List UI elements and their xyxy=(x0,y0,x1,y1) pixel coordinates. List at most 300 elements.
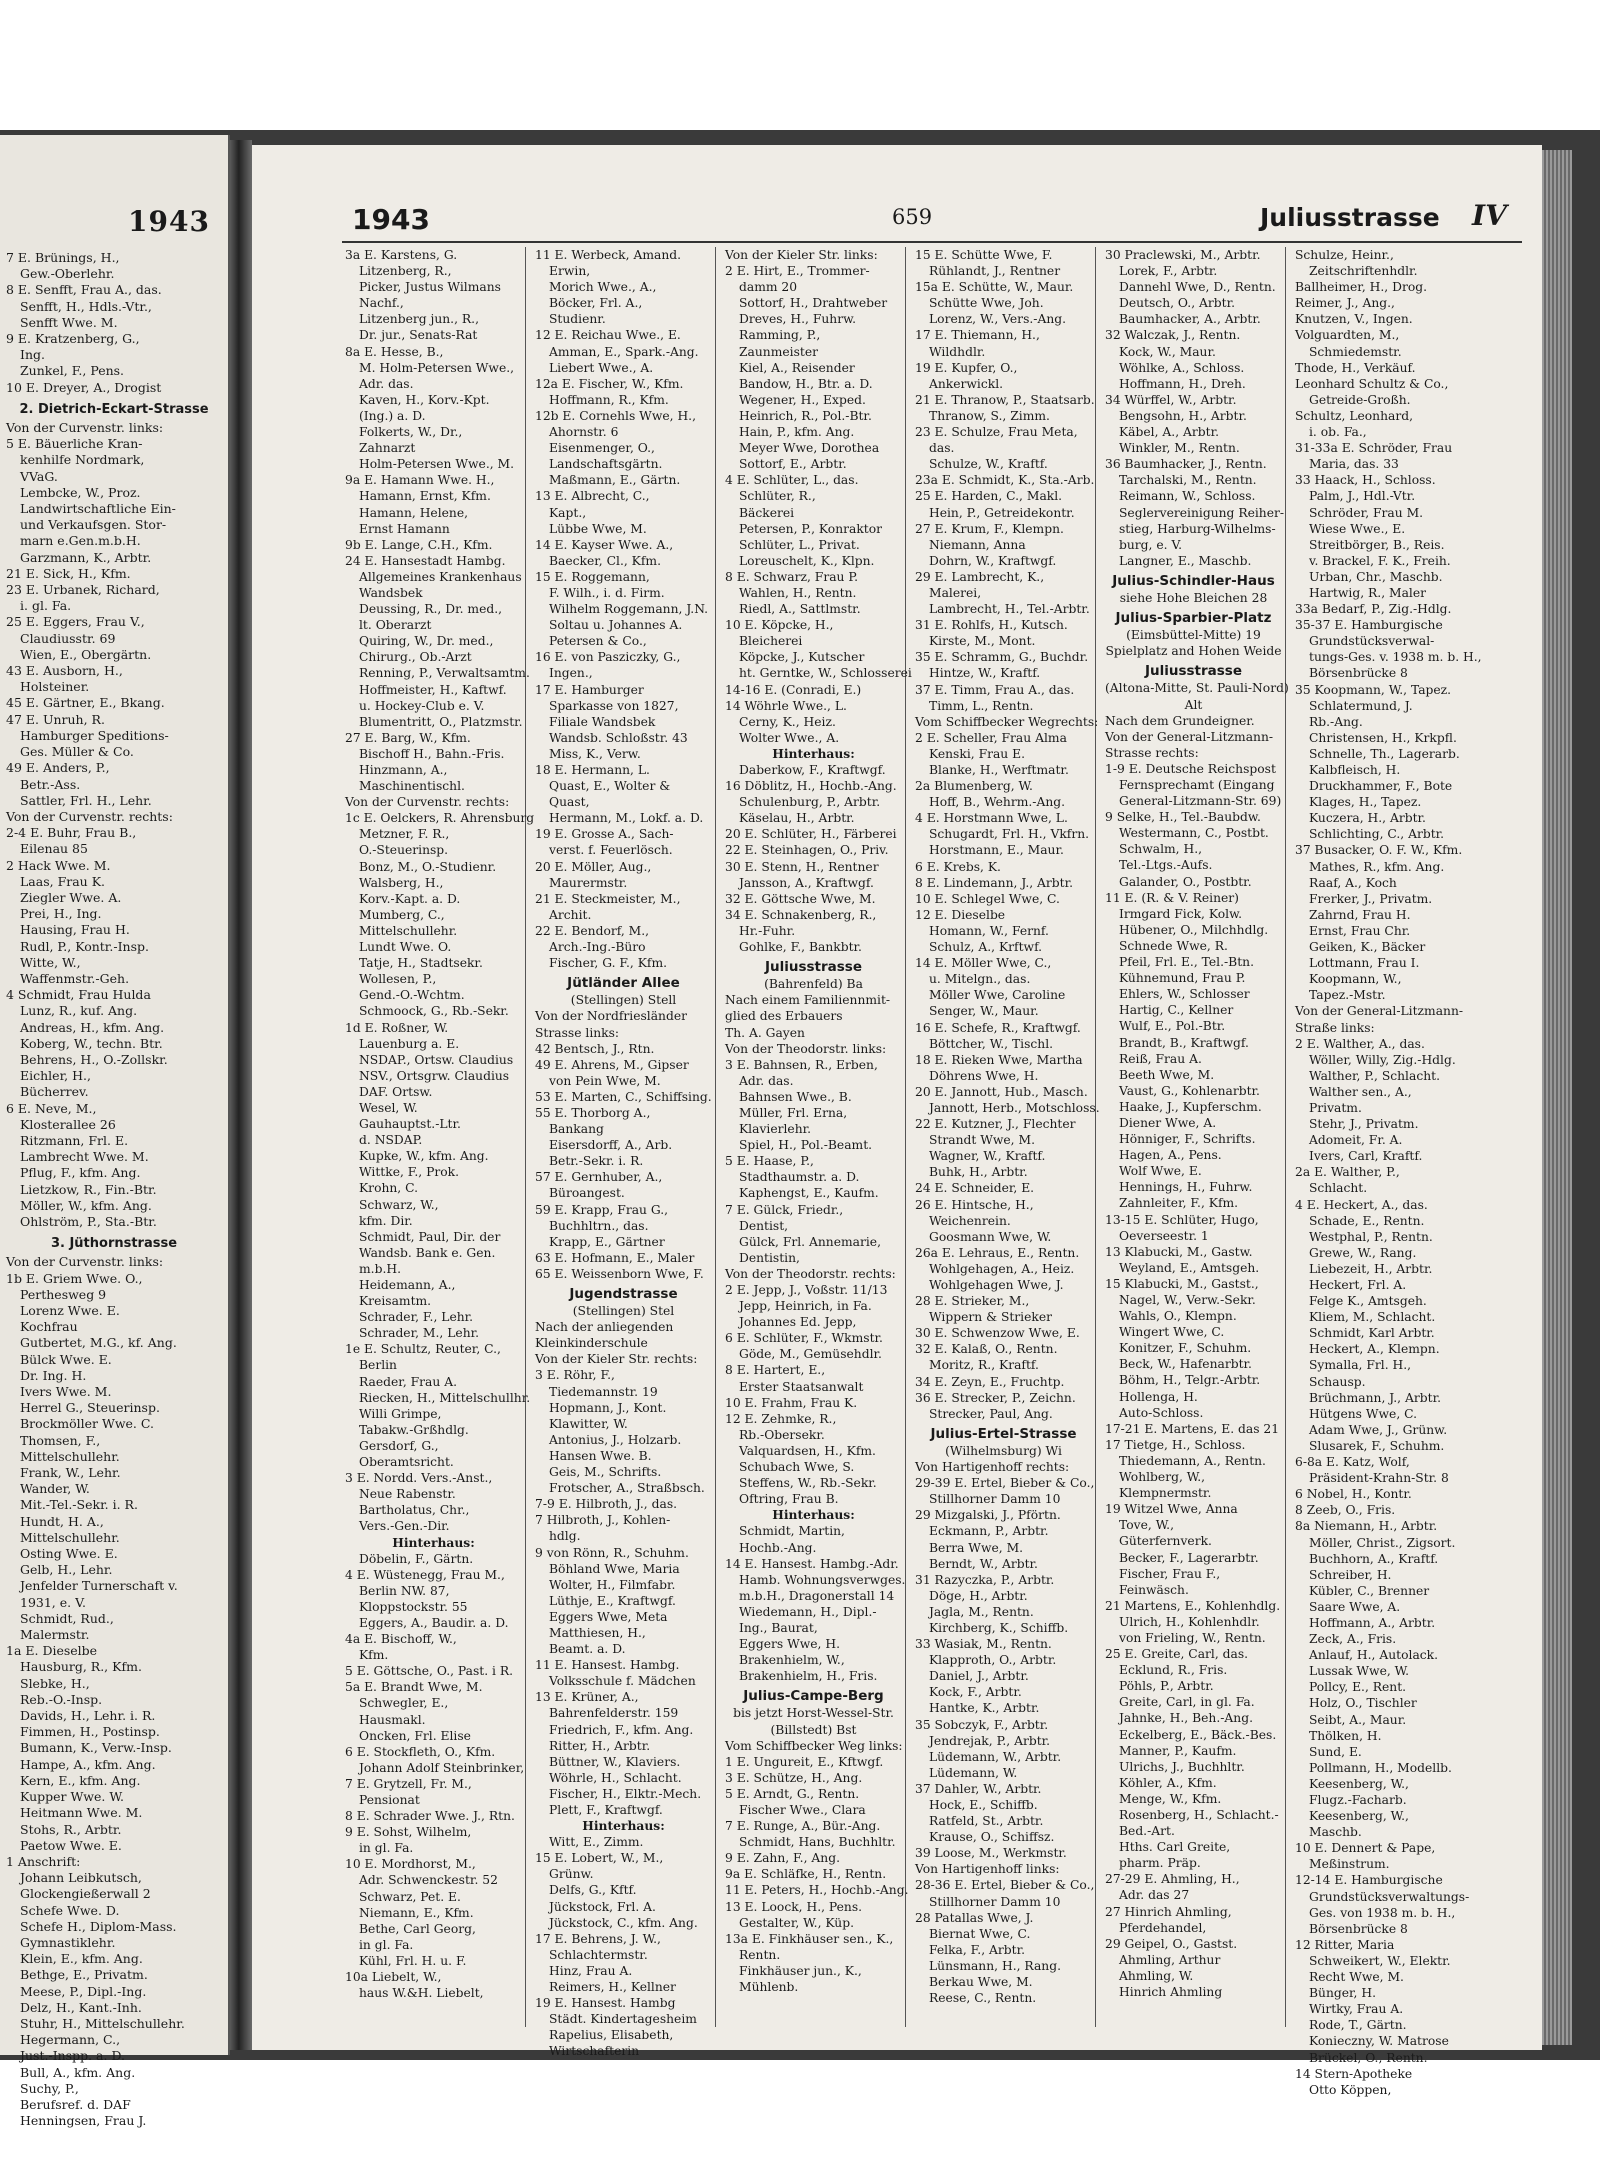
directory-entry: Steffens, W., Rb.-Sekr. xyxy=(739,1476,877,1491)
directory-entry: Schwalm, H., xyxy=(1119,842,1203,857)
directory-entry: u. Mitelgn., das. xyxy=(929,972,1031,987)
directory-entry: Ing. xyxy=(20,347,45,363)
directory-entry: 28-36 E. Ertel, Bieber & Co., xyxy=(915,1878,1095,1893)
directory-entry: Schugardt, Frl. H., Vkfrn. xyxy=(929,827,1090,842)
directory-entry: Senger, W., Maur. xyxy=(929,1004,1039,1019)
directory-entry: Von der Curvenstr. rechts: xyxy=(345,795,510,810)
directory-entry: Rentn. xyxy=(739,1947,781,1962)
directory-entry: Seglervereinigung Reiher- xyxy=(1119,505,1285,520)
directory-entry: v. Brackel, F. K., Freih. xyxy=(1309,553,1451,568)
street-heading: Juliusstrasse xyxy=(764,959,863,976)
directory-entry: Kupper Wwe. W. xyxy=(20,1789,124,1805)
running-head-street: Juliusstrasse xyxy=(1260,203,1440,232)
directory-entry: Schefe H., Diplom-Mass. xyxy=(20,1918,177,1934)
directory-entry: 20 E. Schlüter, H., Färberei xyxy=(725,827,897,842)
directory-entry: Stadthaumstr. a. D. xyxy=(739,1170,860,1185)
directory-entry: Slusarek, F., Schuhm. xyxy=(1309,1438,1445,1453)
directory-entry: 15 E. Lobert, W., M., xyxy=(535,1851,664,1866)
directory-entry: Mumberg, C., xyxy=(359,907,445,922)
directory-entry: 19 E. Kupfer, O., xyxy=(915,360,1018,375)
directory-entry: 11 E. Peters, H., Hochb.-Ang. xyxy=(725,1883,909,1898)
directory-entry: Chirurg., Ob.-Arzt xyxy=(359,650,472,665)
directory-entry: 5 E. Arndt, G., Rentn. xyxy=(725,1786,860,1801)
directory-entry: Ivers, Carl, Kraftf. xyxy=(1309,1149,1423,1164)
directory-entry: von Frieling, W., Rentn. xyxy=(1119,1630,1266,1645)
directory-entry: Blumentritt, O., Platzmstr. xyxy=(359,714,523,729)
directory-entry: Nagel, W., Verw.-Sekr. xyxy=(1119,1293,1256,1307)
directory-entry: Jendrejak, P., Arbtr. xyxy=(929,1733,1051,1748)
directory-entry: Thomsen, F., xyxy=(20,1432,101,1448)
subheading: Hinterhaus: xyxy=(582,1818,665,1834)
directory-entry: i. ob. Fa., xyxy=(1309,425,1367,440)
directory-entry: Meyer Wwe, Dorothea xyxy=(739,441,880,456)
directory-column-3 xyxy=(722,247,912,2027)
directory-entry: Ivers Wwe. M. xyxy=(20,1384,112,1400)
directory-entry: 4 E. Wüstenegg, Frau M., xyxy=(345,1567,505,1582)
directory-entry: Gew.-Oberlehr. xyxy=(20,266,115,282)
directory-entry: Buhk, H., Arbtr. xyxy=(929,1165,1028,1180)
directory-entry: 2 E. Walther, A., das. xyxy=(1295,1036,1425,1051)
directory-entry: Eggers Wwe, H. xyxy=(739,1637,840,1652)
directory-entry: Strecker, Paul, Ang. xyxy=(929,1406,1053,1421)
directory-entry: Wegener, H., Exped. xyxy=(739,392,866,407)
directory-entry: Grünw. xyxy=(549,1867,594,1882)
directory-entry: Zeitschriftenhdlr. xyxy=(1309,264,1418,279)
directory-entry: 27 E. Krum, F., Klempn. xyxy=(915,521,1064,536)
directory-entry: Hansen Wwe. B. xyxy=(549,1448,652,1463)
directory-entry: Vom Schiffbecker Wegrechts: xyxy=(915,714,1099,729)
directory-entry: Schwarz, W., xyxy=(359,1197,439,1212)
directory-entry: 15 Klabucki, M., Gastst., xyxy=(1105,1276,1259,1291)
directory-entry: Miss, K., Verw. xyxy=(549,746,641,761)
directory-entry: Thölken, H. xyxy=(1309,1728,1382,1743)
directory-entry: Geis, M., Schrifts. xyxy=(549,1465,662,1480)
directory-entry: Jansson, A., Kraftwgf. xyxy=(739,875,874,890)
subheading: Hinterhaus: xyxy=(392,1534,475,1550)
page-number: 659 xyxy=(892,205,933,229)
directory-entry: das. xyxy=(929,441,955,456)
directory-entry: 6 E. Stockfleth, O., Kfm. xyxy=(345,1744,496,1759)
directory-entry: Hr.-Fuhr. xyxy=(739,923,796,938)
volume-numeral: IV xyxy=(1472,199,1507,232)
directory-entry: 14 E. Möller Wwe, C., xyxy=(915,956,1052,971)
directory-entry: Von Hartigenhoff rechts: xyxy=(915,1460,1070,1475)
directory-entry: 9 E. Kratzenberg, G., xyxy=(6,331,140,347)
directory-entry: 4 Schmidt, Frau Hulda xyxy=(6,987,151,1003)
directory-entry: Meese, P., Dipl.-Ing. xyxy=(20,1983,147,1999)
directory-entry: Lauenburg a. E. xyxy=(359,1036,460,1051)
directory-entry: Hopmann, J., Kont. xyxy=(549,1400,667,1415)
directory-entry: Wolter, H., Filmfabr. xyxy=(549,1577,676,1592)
street-note: (Wilhelmsburg) Wi xyxy=(945,1443,1062,1458)
directory-entry: Lübbe Wwe, M. xyxy=(549,521,647,536)
directory-entry: Dannehl Wwe, D., Rentn. xyxy=(1119,280,1276,295)
directory-entry: Lundt Wwe. O. xyxy=(359,940,452,955)
directory-entry: Adr. das. xyxy=(739,1073,794,1088)
directory-entry: Davids, H., Lehr. i. R. xyxy=(20,1708,156,1724)
directory-entry: Gestalter, W., Küp. xyxy=(739,1915,855,1930)
directory-entry: Ecklund, R., Fris. xyxy=(1119,1663,1228,1678)
directory-entry: Maurermstr. xyxy=(549,875,628,890)
directory-entry: Anlauf, H., Autolack. xyxy=(1309,1648,1439,1663)
directory-entry: 14-16 E. (Conradi, E.) xyxy=(725,682,862,697)
directory-entry: Ulrich, H., Kohlenhdlr. xyxy=(1119,1614,1260,1629)
directory-entry: Arch.-Ing.-Büro xyxy=(549,940,646,955)
directory-entry: Pfeil, Frl. E., Tel.-Btn. xyxy=(1119,955,1254,970)
directory-entry: Nach dem Grundeigner. xyxy=(1105,713,1255,728)
directory-entry: Kühnemund, Frau P. xyxy=(1119,971,1246,986)
directory-entry: Müller, Frl. Erna, xyxy=(739,1105,848,1120)
directory-entry: Hein, P., Getreidekontr. xyxy=(929,505,1075,520)
street-note: bis jetzt Horst-Wessel-Str. xyxy=(733,1706,894,1721)
directory-entry: Schnelle, Th., Lagerarb. xyxy=(1309,746,1460,761)
directory-entry: Manner, P., Kaufm. xyxy=(1119,1743,1237,1758)
directory-entry: 57 E. Gernhuber, A., xyxy=(535,1170,663,1185)
directory-entry: Reimann, W., Schloss. xyxy=(1119,489,1256,504)
directory-entry: 35 Koopmann, W., Tapez. xyxy=(1295,682,1452,697)
street-note: Spielplatz and Hohen Weide xyxy=(1105,644,1282,659)
directory-entry: Beeth Wwe, M. xyxy=(1119,1067,1215,1082)
directory-entry: 11 E. Hansest. Hambg. xyxy=(535,1658,680,1673)
directory-entry: Knutzen, V., Ingen. xyxy=(1295,312,1413,327)
directory-entry: Johann Leibkutsch, xyxy=(20,1870,142,1886)
directory-entry: Hartwig, R., Maler xyxy=(1309,585,1427,600)
directory-entry: Quast, xyxy=(549,795,590,810)
directory-entry: Hübener, O., Milchhdlg. xyxy=(1119,922,1269,937)
directory-entry: Schlachtermstr. xyxy=(549,1947,648,1962)
directory-entry: Christensen, H., Krkpfl. xyxy=(1309,730,1457,745)
directory-entry: Zahnarzt xyxy=(359,441,416,456)
directory-entry: Fischer, Frau F., xyxy=(1119,1566,1221,1581)
directory-entry: Riedl, A., Sattlmstr. xyxy=(739,602,861,617)
directory-entry: Gelb, H., Lehr. xyxy=(20,1562,113,1578)
directory-entry: Felge K., Amtsgeh. xyxy=(1309,1294,1427,1309)
directory-entry: Kuczera, H., Arbtr. xyxy=(1309,811,1426,826)
directory-entry: Böhland Wwe, Maria xyxy=(549,1561,680,1576)
directory-entry: 6 E. Schlüter, F., Wkmstr. xyxy=(725,1331,883,1346)
right-page xyxy=(252,145,1542,2097)
directory-entry: General-Litzmann-Str. 69) xyxy=(1119,794,1282,809)
directory-entry: Eckelberg, E., Bäck.-Bes. xyxy=(1119,1727,1277,1742)
directory-entry: Schröder, Frau M. xyxy=(1309,505,1424,520)
directory-entry: 1 Anschrift: xyxy=(6,1853,81,1869)
directory-entry: Willi Grimpe, xyxy=(359,1406,442,1421)
directory-entry: 1e E. Schultz, Reuter, C., xyxy=(345,1342,501,1357)
directory-entry: Tiedemannstr. 19 xyxy=(549,1384,658,1399)
directory-entry: 13 E. Albrecht, C., xyxy=(535,489,650,504)
directory-entry: Fischer, G. F., Kfm. xyxy=(549,956,668,971)
directory-entry: Vers.-Gen.-Dir. xyxy=(359,1519,450,1534)
directory-entry: Klosterallee 26 xyxy=(20,1116,116,1132)
directory-entry: 27 E. Barg, W., Kfm. xyxy=(345,730,471,745)
directory-entry: 17 E. Thiemann, H., xyxy=(915,328,1040,343)
directory-entry: tungs-Ges. v. 1938 m. b. H., xyxy=(1309,650,1482,665)
directory-entry: Perthesweg 9 xyxy=(20,1286,107,1302)
directory-entry: Lussak Wwe, W. xyxy=(1309,1664,1410,1679)
street-note: siehe Hohe Bleichen 28 xyxy=(1119,590,1268,605)
directory-entry: Geiken, K., Bäcker xyxy=(1309,940,1426,955)
directory-entry: Nach der anliegenden xyxy=(535,1320,674,1335)
directory-entry: Hoffmann, A., Arbtr. xyxy=(1309,1615,1436,1630)
directory-entry: Wander, W. xyxy=(20,1481,90,1497)
directory-entry: Eisersdorff, A., Arb. xyxy=(549,1138,673,1153)
directory-entry: Thranow, S., Zimm. xyxy=(929,408,1050,423)
directory-entry: Wien, E., Obergärtn. xyxy=(20,646,152,662)
directory-entry: Morich Wwe., A., xyxy=(549,280,657,295)
directory-column-2 xyxy=(532,247,716,2059)
directory-entry: 12a E. Fischer, W., Kfm. xyxy=(535,376,684,391)
directory-entry: Schmoock, G., Rb.-Sekr. xyxy=(359,1004,509,1019)
directory-entry: Hinz, Frau A. xyxy=(549,1963,633,1978)
directory-entry: Johannes Ed. Jepp, xyxy=(739,1315,857,1330)
directory-entry: NSDAP., Ortsw. Claudius xyxy=(359,1052,514,1067)
directory-entry: Berlin xyxy=(359,1358,397,1373)
directory-entry: 24 E. Schneider, E. xyxy=(915,1181,1035,1196)
directory-entry: Thode, H., Verkäuf. xyxy=(1295,360,1416,375)
directory-entry: 6 E. Krebs, K. xyxy=(915,859,1001,874)
directory-entry: Wulf, E., Pol.-Btr. xyxy=(1119,1019,1226,1034)
directory-entry: 19 E. Hansest. Hambg xyxy=(535,1996,676,2011)
directory-entry: Rb.-Obersekr. xyxy=(739,1427,825,1442)
directory-column-1 xyxy=(342,247,535,2027)
directory-entry: 11 E. (R. & V. Reiner) xyxy=(1105,890,1239,905)
directory-entry: Palm, J., Hdl.-Vtr. xyxy=(1309,489,1416,504)
directory-entry: Folkerts, W., Dr., xyxy=(359,425,463,440)
directory-entry: Wingert Wwe, C. xyxy=(1119,1325,1225,1340)
directory-entry: Flugz.-Facharb. xyxy=(1309,1793,1407,1807)
directory-entry: 1 E. Ungureit, E., Kftwgf. xyxy=(725,1754,884,1769)
directory-entry: 12-14 E. Hamburgische xyxy=(1295,1873,1443,1888)
directory-entry: Brakenhielm, H., Fris. xyxy=(739,1669,878,1684)
directory-entry: Schweikert, W., Elektr. xyxy=(1309,1953,1451,1968)
directory-entry: Sund, E. xyxy=(1309,1744,1362,1759)
directory-entry: 5 E. Haase, P., xyxy=(725,1154,814,1169)
street-note: (Stellingen) Stell xyxy=(570,993,677,1008)
directory-entry: Spiel, H., Pol.-Beamt. xyxy=(739,1138,873,1153)
directory-entry: Heckert, A., Klempn. xyxy=(1309,1342,1440,1357)
directory-entry: Studienr. xyxy=(549,312,606,327)
directory-entry: Frotscher, A., Straßbsch. xyxy=(549,1481,705,1496)
directory-entry: Th. A. Gayen xyxy=(725,1025,805,1040)
directory-entry: Lembcke, W., Proz. xyxy=(20,484,141,500)
directory-entry: 31 E. Rohlfs, H., Kutsch. xyxy=(915,618,1068,633)
directory-entry: Behrens, H., O.-Zollskr. xyxy=(20,1051,168,1067)
directory-entry: Lüthje, E., Kraftwgf. xyxy=(549,1593,676,1608)
directory-entry: 21 E. Thranow, P., Staatsarb. xyxy=(915,392,1095,407)
directory-entry: Petersen, P., Konraktor xyxy=(739,521,882,536)
directory-entry: Klawitter, W. xyxy=(549,1416,628,1431)
directory-column-6 xyxy=(1292,247,1482,2097)
left-page-column xyxy=(6,250,222,2129)
directory-entry: 29 E. Lambrecht, K., xyxy=(915,569,1045,584)
directory-entry: Bengsohn, H., Arbtr. xyxy=(1119,408,1247,423)
directory-entry: Bahnsen Wwe., B. xyxy=(739,1089,852,1104)
directory-entry: 37 Busacker, O. F. W., Kfm. xyxy=(1295,843,1463,858)
directory-entry: 14 Wöhrle Wwe., L. xyxy=(725,698,847,713)
directory-entry: kenhilfe Nordmark, xyxy=(20,452,145,468)
street-heading: Jütländer Allee xyxy=(567,975,680,992)
directory-entry: Hinrich Ahmling xyxy=(1119,1985,1223,2000)
directory-entry: Mittelschullehr. xyxy=(20,1529,120,1545)
directory-entry: Lünsmann, H., Rang. xyxy=(929,1958,1061,1973)
directory-entry: Tapez.-Mstr. xyxy=(1309,988,1386,1003)
directory-entry: 11 E. Werbeck, Amand. xyxy=(535,248,682,262)
directory-entry: Antonius, J., Holzarb. xyxy=(549,1432,682,1447)
directory-entry: 31 Razyczka, P., Arbtr. xyxy=(915,1572,1055,1587)
directory-entry: Ahmling, W. xyxy=(1119,1968,1194,1983)
directory-entry: Weichenrein. xyxy=(929,1213,1011,1228)
directory-entry: Neue Rabenstr. xyxy=(359,1487,456,1502)
directory-entry: Rosenberg, H., Schlacht.- xyxy=(1119,1808,1279,1822)
directory-entry: burg, e. V. xyxy=(1119,537,1183,552)
directory-entry: 15a E. Schütte, W., Maur. xyxy=(915,280,1074,295)
street-heading: Juliusstrasse xyxy=(1144,663,1243,680)
directory-entry: 43 E. Ausborn, H., xyxy=(6,663,123,679)
directory-entry: 4a E. Bischoff, W., xyxy=(345,1632,457,1647)
directory-entry: Büroangest. xyxy=(549,1186,625,1201)
directory-entry: Delfs, G., Kftf. xyxy=(549,1883,637,1898)
directory-entry: 7 E. Gülck, Friedr., xyxy=(725,1202,844,1217)
directory-entry: Schmidt, Karl Arbtr. xyxy=(1309,1326,1435,1341)
directory-entry: 9b E. Lange, C.H., Kfm. xyxy=(345,537,493,552)
directory-entry: Schmidt, Paul, Dir. der xyxy=(359,1229,501,1244)
directory-entry: Krapp, E., Gärtner xyxy=(549,1234,665,1249)
directory-entry: 7 E. Runge, A., Bür.-Ang. xyxy=(725,1819,881,1834)
directory-entry: Schwegler, E., xyxy=(359,1696,449,1711)
directory-entry: 32 E. Kalaß, O., Rentn. xyxy=(915,1342,1058,1357)
directory-entry: 65 E. Weissenborn Wwe, F. xyxy=(535,1266,704,1281)
directory-entry: Beamt. a. D. xyxy=(549,1642,626,1657)
directory-entry: Irmgard Fick, Kolw. xyxy=(1119,906,1243,921)
directory-entry: Eichler, H., xyxy=(20,1068,91,1084)
directory-entry: Von der Theodorstr. links: xyxy=(725,1041,887,1056)
directory-entry: Gersdorf, G., xyxy=(359,1438,439,1453)
directory-entry: 39 Loose, M., Werkmstr. xyxy=(915,1846,1067,1861)
directory-entry: Bischoff H., Bahn.-Fris. xyxy=(359,746,505,761)
directory-entry: Wolter Wwe., A. xyxy=(739,730,840,745)
directory-entry: Zunkel, F., Pens. xyxy=(20,363,125,379)
directory-entry: Ritzmann, Frl. E. xyxy=(20,1132,129,1148)
directory-entry: Volguardten, M., xyxy=(1295,328,1400,343)
directory-entry: Gauhauptst.-Ltr. xyxy=(359,1117,461,1132)
directory-entry: 13 E. Loock, H., Pens. xyxy=(725,1899,863,1914)
directory-entry: Erwin, xyxy=(549,264,591,279)
left-page xyxy=(0,135,230,2129)
directory-entry: Lunz, R., kuf. Ang. xyxy=(20,1003,138,1019)
directory-entry: 25 E. Harden, C., Makl. xyxy=(915,489,1063,504)
directory-entry: Nach einem Familiennmit- xyxy=(725,993,891,1008)
directory-entry: Maschinentischl. xyxy=(359,779,465,794)
directory-entry: 25 E. Eggers, Frau V., xyxy=(6,614,145,630)
directory-entry: Vaust, G., Kohlenarbtr. xyxy=(1119,1083,1260,1098)
directory-entry: m.b.H. xyxy=(359,1261,401,1276)
directory-entry: Hausburg, R., Kfm. xyxy=(20,1659,142,1675)
directory-entry: Schrader, M., Lehr. xyxy=(359,1326,480,1341)
directory-entry: Böcker, Frl. A., xyxy=(549,296,643,311)
directory-entry: Hamann, Ernst, Kfm. xyxy=(359,489,491,504)
directory-entry: Erster Staatsanwalt xyxy=(739,1379,864,1394)
directory-entry: Holm-Petersen Wwe., M. xyxy=(359,457,515,472)
directory-entry: Niemann, Anna xyxy=(929,537,1026,552)
directory-entry: Kühl, Frl. H. u. F. xyxy=(359,1953,467,1968)
directory-entry: M. Holm-Petersen Wwe., xyxy=(359,360,515,375)
directory-entry: Kirchberg, K., Schiffb. xyxy=(929,1620,1069,1635)
directory-entry: Bleicherei xyxy=(739,634,803,649)
directory-entry: pharm. Präp. xyxy=(1119,1856,1201,1871)
directory-entry: Westermann, C., Postbt. xyxy=(1119,826,1269,841)
directory-entry: Heidemann, A., xyxy=(359,1278,456,1292)
directory-entry: Cerny, K., Heiz. xyxy=(739,714,836,729)
directory-entry: 34 E. Zeyn, E., Fruchtp. xyxy=(915,1374,1065,1389)
directory-entry: Quiring, W., Dr. med., xyxy=(359,634,494,649)
directory-entry: ht. Gerntke, W., Schlosserei xyxy=(739,666,912,681)
directory-entry: i. gl. Fa. xyxy=(20,598,72,614)
directory-entry: Langner, E., Maschb. xyxy=(1119,553,1252,568)
directory-entry: Hintze, W., Kraftf. xyxy=(929,666,1041,681)
directory-entry: Landschaftsgärtn. xyxy=(549,457,663,472)
directory-entry: Schlichting, C., Arbtr. xyxy=(1309,827,1445,842)
directory-entry: 26 E. Hintsche, H., xyxy=(915,1197,1034,1212)
directory-entry: Wolf Wwe, E. xyxy=(1119,1164,1202,1179)
directory-entry: 12 E. Zehmke, R., xyxy=(725,1411,837,1426)
directory-entry: Oberamtsricht. xyxy=(359,1455,454,1470)
directory-entry: Matthiesen, H., xyxy=(549,1625,646,1640)
directory-entry: Dentistin, xyxy=(739,1250,800,1265)
directory-entry: Konieczny, W. Matrose xyxy=(1309,2034,1449,2049)
directory-entry: Sottorf, H., Drahtweber xyxy=(739,296,888,311)
directory-entry: Valquardsen, H., Kfm. xyxy=(739,1443,876,1458)
directory-entry: 23 E. Schulze, Frau Meta, xyxy=(915,425,1078,440)
directory-entry: Hoffmeister, H., Kaftwf. xyxy=(359,682,507,697)
directory-entry: 21 Martens, E., Kohlenhdlg. xyxy=(1105,1598,1281,1613)
directory-entry: Stillhorner Damm 10 xyxy=(929,1492,1061,1507)
directory-entry: Friedrich, F., kfm. Ang. xyxy=(549,1722,694,1737)
directory-entry: Baecker, Cl., Kfm. xyxy=(549,553,661,568)
directory-entry: 8a E. Hesse, B., xyxy=(345,344,444,359)
directory-entry: Wiedemann, H., Dipl.- xyxy=(739,1604,877,1619)
directory-entry: Fischer, H., Elktr.-Mech. xyxy=(549,1786,702,1801)
directory-entry: Holz, O., Tischler xyxy=(1309,1696,1417,1711)
directory-entry: Heckert, Frl. A. xyxy=(1309,1278,1407,1292)
directory-entry: Dr. Ing. H. xyxy=(20,1367,87,1383)
directory-entry: Kock, F., Arbtr. xyxy=(929,1685,1022,1700)
street-note: (Eimsbüttel-Mitte) 19 xyxy=(1126,628,1261,643)
directory-entry: Bumann, K., Verw.-Insp. xyxy=(20,1740,172,1756)
directory-entry: Daberkow, F., Kraftwgf. xyxy=(739,763,886,777)
directory-entry: 37 Dahler, W., Arbtr. xyxy=(915,1781,1042,1796)
directory-entry: Weyland, E., Amtsgeh. xyxy=(1119,1260,1260,1275)
directory-entry: 32 Walczak, J., Rentn. xyxy=(1105,328,1241,343)
directory-entry: Auto-Schloss. xyxy=(1119,1405,1204,1420)
directory-entry: Tabakw.-Grßhdlg. xyxy=(359,1422,469,1437)
directory-entry: 13 E. Krüner, A., xyxy=(535,1690,639,1705)
street-note: (Bahrenfeld) Ba xyxy=(764,977,863,992)
directory-entry: Güterfernverk. xyxy=(1119,1534,1212,1549)
directory-entry: Schmidt, Rud., xyxy=(20,1610,114,1626)
directory-entry: Ankerwickl. xyxy=(929,376,1004,391)
directory-entry: Kupke, W., kfm. Ang. xyxy=(359,1149,489,1164)
directory-entry: Zeck, A., Fris. xyxy=(1309,1632,1397,1647)
directory-entry: 29-39 E. Ertel, Bieber & Co., xyxy=(915,1476,1095,1491)
directory-entry: Schmidt, Martin, xyxy=(739,1524,845,1539)
directory-entry: Hoff, B., Wehrm.-Ang. xyxy=(929,795,1066,810)
directory-entry: Städt. Kindertagesheim xyxy=(549,2012,697,2027)
directory-entry: Lorek, F., Arbtr. xyxy=(1119,264,1218,279)
subheading: Hinterhaus: xyxy=(772,745,855,761)
directory-entry: Getreide-Großh. xyxy=(1309,392,1411,407)
directory-entry: Blanke, H., Werftmatr. xyxy=(929,763,1069,777)
directory-entry: Glockengießerwall 2 xyxy=(20,1886,151,1902)
